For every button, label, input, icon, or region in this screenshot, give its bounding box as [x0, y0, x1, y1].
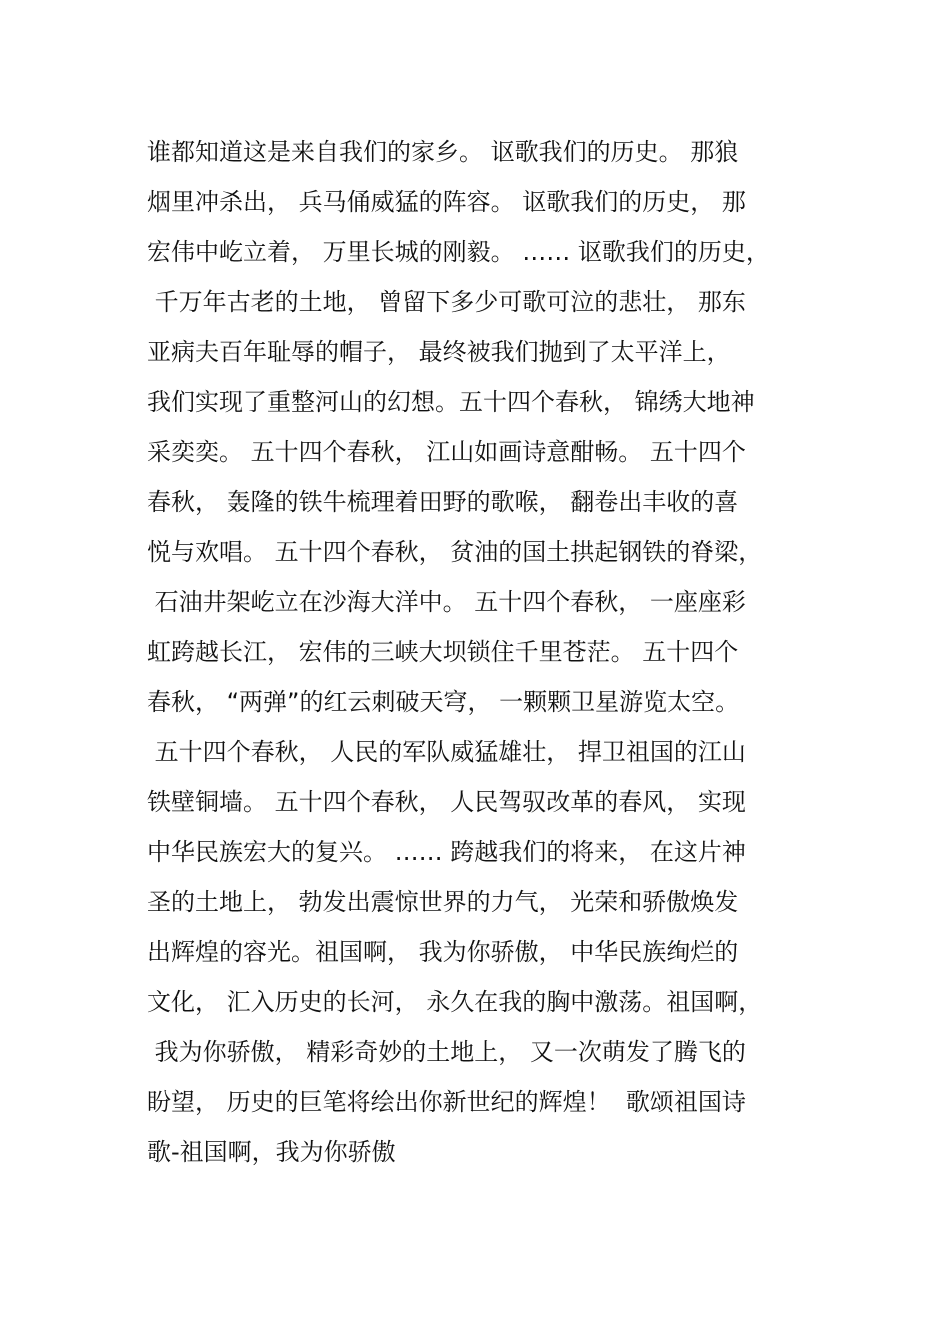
text-line: 我们实现了重整河山的幻想。五十四个春秋， 锦绣大地神 [147, 388, 755, 416]
text-line: 虹跨越长江， 宏伟的三峡大坝锁住千里苍茫。 五十四个 [147, 638, 739, 666]
text-line: 千万年古老的土地， 曾留下多少可歌可泣的悲壮， 那东 [147, 288, 746, 316]
text-line: 中华民族宏大的复兴。 …… 跨越我们的将来， 在这片神 [147, 838, 746, 866]
text-line: 宏伟中屹立着， 万里长城的刚毅。 …… 讴歌我们的历史， [147, 238, 770, 266]
text-line: 五十四个春秋， 人民的军队威猛雄壮， 捍卫祖国的江山 [147, 738, 746, 766]
text-line: 石油井架屹立在沙海大洋中。 五十四个春秋， 一座座彩 [147, 588, 746, 616]
text-line: 烟里冲杀出， 兵马俑威猛的阵容。 讴歌我们的历史， 那 [147, 188, 746, 216]
text-line: 圣的土地上， 勃发出震惊世界的力气， 光荣和骄傲焕发 [147, 888, 739, 916]
text-line: 我为你骄傲， 精彩奇妙的土地上， 又一次萌发了腾飞的 [147, 1038, 746, 1066]
text-line: 盼望， 历史的巨笔将绘出你新世纪的辉煌！ 歌颂祖国诗 [147, 1088, 746, 1116]
text-line: 悦与欢唱。 五十四个春秋， 贫油的国土拱起钢铁的脊梁， [147, 538, 763, 566]
text-line: 歌-祖国啊，我为你骄傲 [147, 1138, 396, 1166]
text-line: 亚病夫百年耻辱的帽子， 最终被我们抛到了太平洋上， [147, 338, 731, 366]
text-line: 采奕奕。 五十四个春秋， 江山如画诗意酣畅。 五十四个 [147, 438, 746, 466]
text-line: 谁都知道这是来自我们的家乡。 讴歌我们的历史。 那狼 [147, 138, 739, 166]
text-line: 春秋， 轰隆的铁牛梳理着田野的歌喉， 翻卷出丰收的喜 [147, 488, 739, 516]
body-text [147, 127, 847, 1177]
text-line: 春秋， “两弹”的红云刺破天穹， 一颗颗卫星游览太空。 [147, 688, 740, 716]
text-line: 铁壁铜墙。 五十四个春秋， 人民驾驭改革的春风， 实现 [147, 788, 746, 816]
text-line: 文化， 汇入历史的长河， 永久在我的胸中激荡。祖国啊， [147, 988, 763, 1016]
text-line: 出辉煌的容光。祖国啊， 我为你骄傲， 中华民族绚烂的 [147, 938, 739, 966]
